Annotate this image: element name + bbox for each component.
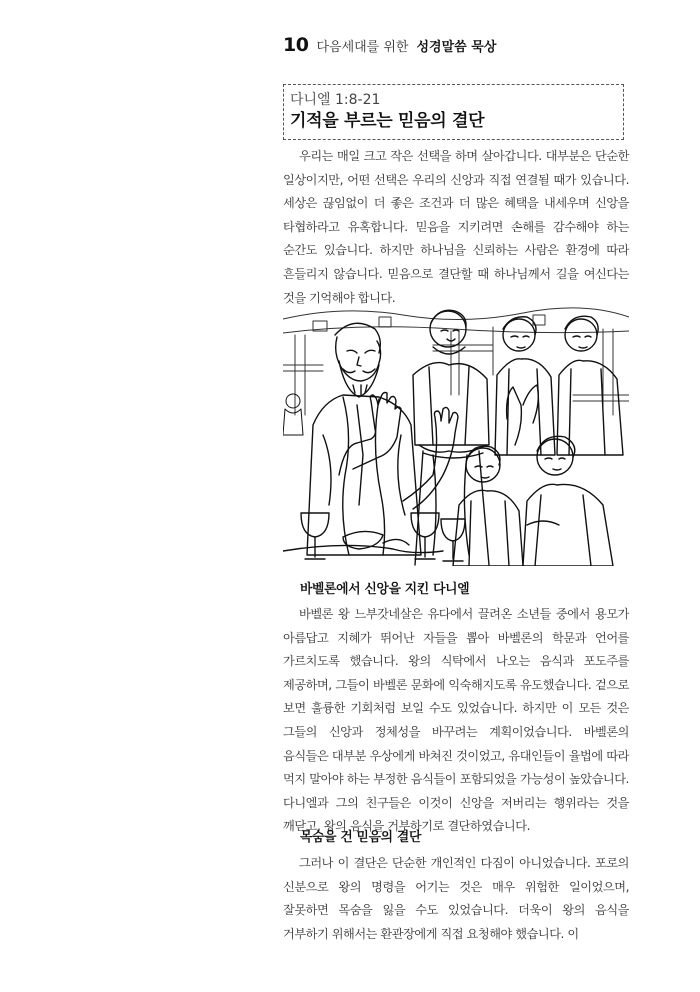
subheading-daniel-babylon: 바벨론에서 신앙을 지킨 다니엘 — [300, 582, 470, 597]
chapter-title: 기적을 부르는 믿음의 결단 — [290, 111, 485, 131]
page-number: 10 — [283, 34, 309, 56]
page-header — [283, 34, 633, 60]
daniel-illustration — [283, 305, 629, 566]
title-box — [283, 84, 624, 140]
book-title-main: 성경말씀 묵상 — [416, 40, 497, 55]
babylon-paragraph: 바벨론 왕 느부갓네살은 유다에서 끌려온 소년들 중에서 용모가 아름답고 지혜가 뛰어난 자들을 뽑아 바벨론의 학문과 언어를 가르치도록 했습니다. 왕의 식탁에서 나오는 음식과 포도주를 제공하며, 그들이 바벨론 문화에 익숙해지도록 유도했습니다. 겉으로 보면 훌륭한 기회처럼 보일 수도 있었습니다. 하지만 이 모든 것은 그들의 신앙과 정체성을 바꾸려는 계획이었습니다. 바벨론의 음식들은 대부분 우상에게 바쳐진 것이었고, 유대인들이 율법에 따라 먹지 말아야 하는 부정한 음식들이 포함되었을 가능성이 높았습니다. 다니엘과 그의 친구들은 이것이 신앙을 저버리는 행위라는 것을 깨닫고, 왕의 음식을 거부하기로 결단하였습니다. — [283, 607, 629, 834]
subheading-life-risk: 목숨을 건 믿음의 결단 — [300, 830, 422, 845]
intro-paragraph: 우리는 매일 크고 작은 선택을 하며 살아갑니다. 대부분은 단순한 일상이지만, 어떤 선택은 우리의 신앙과 직접 연결될 때가 있습니다. 세상은 끊임없이 더 좋은 조건과 더 많은 혜택을 내세우며 신앙을 타협하라고 유혹합니다. 믿음을 지키려면 손해를 감수해야 하는 순간도 있습니다. 하지만 하나님을 신뢰하는 사람은 환경에 따라 흔들리지 않습니다. 믿음으로 결단할 때 하나님께서 길을 여신다는 것을 기억해야 합니다. — [283, 149, 629, 305]
book-title-prefix: 다음세대를 위한 — [316, 40, 409, 55]
scripture-reference: 다니엘 1:8-21 — [290, 92, 381, 108]
decision-paragraph: 그러나 이 결단은 단순한 개인적인 다짐이 아니었습니다. 포로의 신분으로 왕의 명령을 어기는 것은 매우 위험한 일이었으며, 잘못하면 목숨을 잃을 수도 있었습니다. 더욱이 왕의 음식을 거부하기 위해서는 환관장에게 직접 요청해야 했습니다. 이 — [283, 856, 629, 941]
coloring-illustration-icon — [283, 305, 629, 566]
